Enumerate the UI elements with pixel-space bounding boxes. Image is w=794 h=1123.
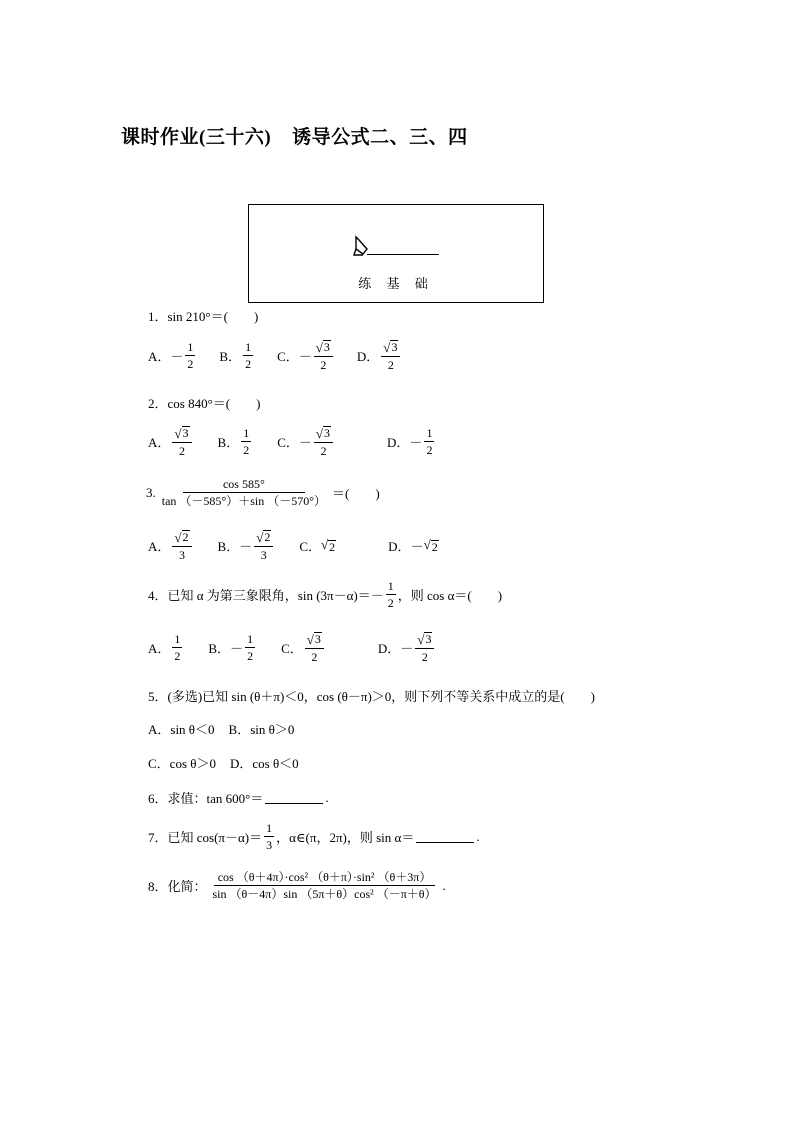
denominator: 2 — [174, 648, 181, 663]
q1-option-b — [219, 341, 255, 370]
sqrt: √ 2 — [423, 537, 438, 554]
sqrt: √ 2 — [321, 537, 336, 554]
numerator: 1 — [245, 339, 252, 354]
numerator: 1 — [266, 821, 273, 835]
question-8 — [148, 871, 446, 900]
option-label: C． — [299, 538, 322, 554]
question-5-options-ab — [148, 719, 294, 738]
question-4-options — [148, 632, 436, 663]
fraction — [264, 822, 274, 851]
denominator: 2 — [320, 357, 327, 372]
radicand: 3 — [323, 340, 330, 354]
denominator: 2 — [187, 356, 194, 371]
numerator: 1 — [187, 339, 194, 354]
q1-option-d — [357, 340, 403, 371]
q3-option-b — [218, 530, 276, 561]
question-5-stem — [148, 686, 595, 705]
denominator: 3 — [178, 547, 185, 562]
section-label: 练 基 础 — [358, 276, 434, 291]
option-label: B． — [208, 640, 231, 656]
denominator: 2 — [311, 649, 318, 664]
minus-sign: － — [170, 348, 184, 364]
sqrt: √ 3 — [174, 425, 189, 441]
period: . — [442, 877, 446, 893]
q5-option-a: A．sin θ＜0 — [148, 722, 215, 737]
fraction — [381, 340, 400, 371]
question-3-options — [148, 530, 439, 561]
denominator: sin （θ－4π）sin （5π＋θ）cos² （－π＋θ） — [212, 887, 437, 901]
minus-sign: － — [298, 348, 312, 364]
numerator: cos 585° — [183, 478, 305, 493]
denominator: tan （－585°）＋sin （－570°） — [161, 494, 327, 508]
sqrt: √ 3 — [383, 339, 398, 355]
fraction — [245, 633, 255, 662]
q1-option-a — [148, 341, 197, 370]
fraction — [172, 633, 182, 662]
question-7-text: 7．已知 cos(π－α)＝ — [148, 830, 263, 845]
q4-option-b — [208, 633, 257, 662]
question-4-text: 4．已知 α 为第三象限角，sin (3π－α)＝－ — [148, 588, 384, 603]
q1-option-c — [277, 340, 335, 371]
denominator: 2 — [178, 443, 185, 458]
fraction — [185, 341, 195, 370]
option-label: D． — [377, 640, 401, 656]
option-label: D． — [356, 348, 380, 364]
q4-option-c — [281, 632, 326, 663]
q2-option-d — [387, 427, 436, 456]
numerator: cos （θ＋4π）·cos² （θ＋π）·sin² （θ＋3π） — [214, 871, 436, 886]
period: . — [325, 789, 329, 805]
question-1-options — [148, 340, 402, 371]
denominator: 2 — [387, 357, 394, 372]
option-label: B． — [217, 538, 240, 554]
sqrt: √ 3 — [315, 339, 330, 355]
minus-sign: － — [410, 538, 424, 554]
denominator: 3 — [260, 547, 267, 562]
answer-blank[interactable] — [265, 791, 323, 804]
numerator: 1 — [247, 631, 254, 646]
denominator: 2 — [245, 356, 252, 371]
question-4-text-tail: ，则 cos α＝( ) — [397, 588, 503, 603]
question-7-text-tail: ，α∈(π，2π)，则 sin α＝ — [276, 830, 415, 845]
fraction — [158, 478, 330, 507]
option-label: A． — [148, 434, 171, 450]
radicand: 3 — [391, 340, 398, 354]
q3-option-c — [299, 536, 336, 555]
sqrt: √ 3 — [315, 425, 331, 441]
page-title: 课时作业(三十六) 诱导公式二、三、四 — [121, 127, 468, 148]
minus-sign: － — [230, 640, 244, 656]
question-1-stem — [148, 306, 258, 325]
numerator: 1 — [243, 425, 250, 440]
option-label: B． — [219, 348, 242, 364]
radicand: 3 — [425, 632, 432, 646]
q5-option-b: B．sin θ＞0 — [228, 722, 295, 737]
fraction — [241, 427, 251, 456]
fraction — [415, 632, 434, 663]
minus-sign: － — [239, 538, 253, 554]
radicand: 2 — [264, 530, 271, 544]
sqrt: √ 2 — [174, 529, 189, 545]
fraction — [243, 341, 253, 370]
numerator: 1 — [174, 631, 181, 646]
option-label: B． — [217, 434, 240, 450]
fraction — [314, 426, 333, 457]
period: . — [476, 828, 480, 844]
option-label: C． — [277, 348, 299, 364]
sqrt: √ 3 — [417, 631, 432, 647]
denominator: 2 — [243, 442, 250, 457]
fraction — [314, 340, 333, 371]
question-3-stem — [146, 478, 380, 507]
option-label: D． — [388, 538, 411, 554]
radicand: 2 — [431, 539, 438, 554]
denominator: 3 — [266, 838, 273, 852]
radicand: 2 — [329, 539, 336, 554]
answer-paren: ＝( ) — [332, 486, 380, 501]
question-number: 3. — [146, 484, 156, 500]
option-label: C． — [281, 640, 303, 656]
fraction — [209, 871, 441, 900]
question-4-stem — [148, 580, 502, 609]
denominator: 2 — [387, 596, 394, 610]
denominator: 2 — [320, 443, 327, 458]
option-label: D． — [387, 434, 410, 450]
denominator: 2 — [421, 649, 428, 664]
question-2-text: 2．cos 840°＝( ) — [148, 396, 261, 411]
denominator: 2 — [426, 442, 433, 457]
question-6 — [148, 788, 329, 807]
question-6-text: 6．求值：tan 600°＝ — [148, 791, 264, 806]
q5-option-d: D．cos θ＜0 — [229, 756, 299, 771]
question-2-options — [148, 426, 436, 457]
sqrt: √ 2 — [256, 529, 271, 545]
sqrt: √ 3 — [306, 631, 321, 647]
q2-option-c — [277, 426, 335, 457]
fraction — [172, 530, 191, 561]
radicand: 3 — [324, 426, 331, 440]
question-7 — [148, 822, 480, 851]
denominator: 2 — [247, 648, 254, 663]
radicand: 2 — [182, 530, 189, 544]
minus-sign: － — [400, 640, 414, 656]
minus-sign: － — [298, 434, 312, 450]
question-5-text: 5．(多选)已知 sin (θ＋π)＜0，cos (θ－π)＞0，则下列不等关系中成立的是( ) — [148, 689, 595, 704]
section-header-box — [248, 204, 544, 303]
q4-option-a — [148, 633, 184, 662]
fraction — [386, 580, 396, 609]
option-label: A． — [148, 348, 171, 364]
fraction — [305, 632, 324, 663]
numerator: 1 — [387, 579, 394, 593]
numerator: 1 — [426, 425, 433, 440]
q2-option-a — [148, 426, 194, 457]
option-label: A． — [148, 538, 171, 554]
header-rule — [367, 254, 439, 255]
minus-sign: － — [409, 434, 423, 450]
q4-option-d — [378, 632, 437, 663]
question-1-text: 1．sin 210°＝( ) — [148, 309, 259, 324]
option-label: C． — [277, 434, 299, 450]
question-2-stem — [148, 393, 260, 412]
fraction — [172, 426, 191, 457]
question-8-text: 8．化简： — [148, 879, 207, 894]
q3-option-a — [148, 530, 194, 561]
q2-option-b — [218, 427, 254, 456]
radicand: 3 — [314, 632, 321, 646]
q3-option-d — [388, 536, 439, 555]
radicand: 3 — [182, 426, 189, 440]
option-label: A． — [148, 640, 171, 656]
answer-blank[interactable] — [416, 830, 474, 843]
fraction — [424, 427, 434, 456]
q5-option-c: C．cos θ＞0 — [148, 756, 216, 771]
question-5-options-cd — [148, 753, 299, 772]
fraction — [254, 530, 273, 561]
